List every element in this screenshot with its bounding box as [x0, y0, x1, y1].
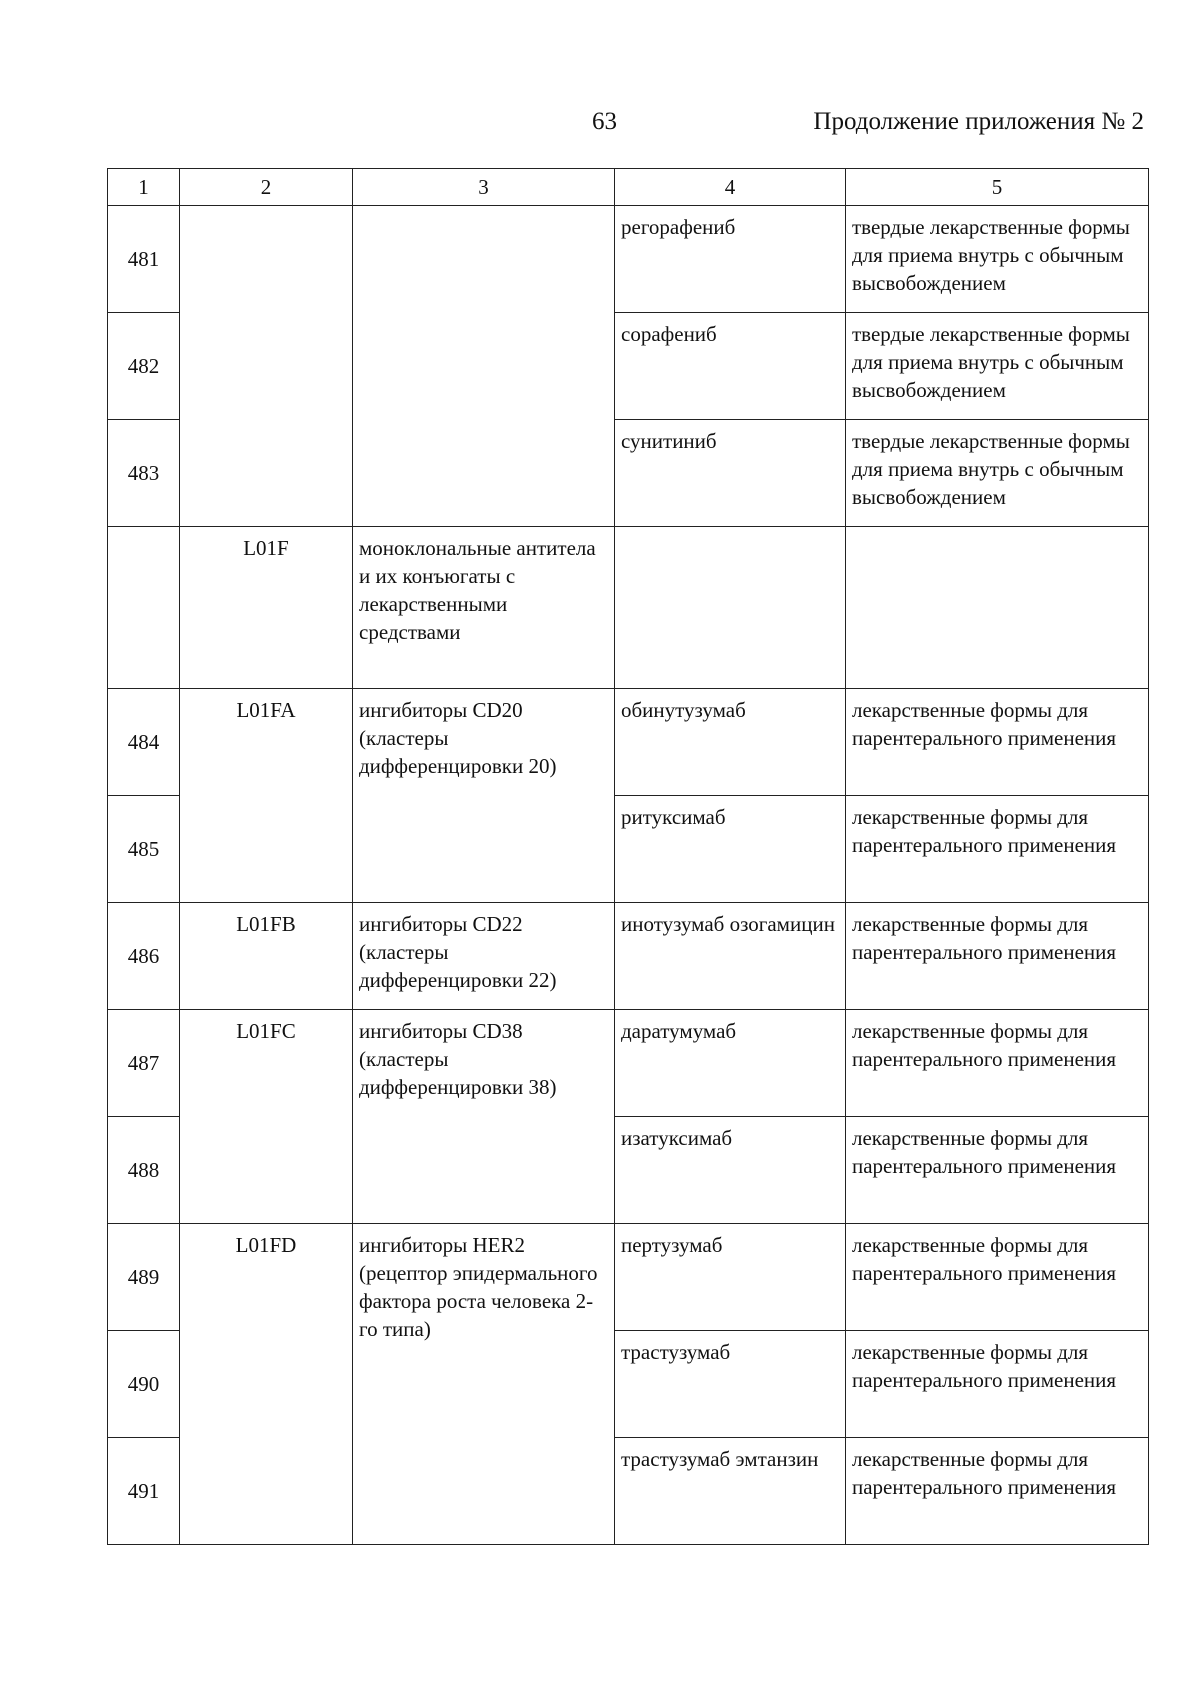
dosage-form: лекарственные формы для парентерального применения	[846, 796, 1149, 903]
dosage-form: твердые лекарственные формы для приема внутрь с обычным высвобождением	[846, 313, 1149, 420]
dosage-form: лекарственные формы для парентерального применения	[846, 1117, 1149, 1224]
row-number: 488	[108, 1117, 180, 1224]
row-number: 481	[108, 206, 180, 313]
column-header: 3	[353, 169, 615, 206]
dosage-form: лекарственные формы для парентерального применения	[846, 903, 1149, 1010]
atc-code: L01FA	[180, 689, 353, 903]
row-number	[108, 527, 180, 689]
drug-name: пертузумаб	[615, 1224, 846, 1331]
dosage-form: лекарственные формы для парентерального применения	[846, 689, 1149, 796]
page-number: 63	[592, 108, 617, 135]
drug-name: обинутузумаб	[615, 689, 846, 796]
row-number: 482	[108, 313, 180, 420]
row-number: 483	[108, 420, 180, 527]
column-header: 2	[180, 169, 353, 206]
atc-group: ингибиторы CD38 (кластеры дифференцировки 38)	[353, 1010, 615, 1224]
drug-name	[615, 527, 846, 689]
atc-group: ингибиторы CD20 (кластеры дифференцировки 20)	[353, 689, 615, 903]
drug-name: ритуксимаб	[615, 796, 846, 903]
group-cell	[353, 206, 615, 527]
table-row	[108, 206, 1149, 313]
drug-name: сунитиниб	[615, 420, 846, 527]
drug-name: инотузумаб озогамицин	[615, 903, 846, 1010]
dosage-form: лекарственные формы для парентерального применения	[846, 1438, 1149, 1545]
column-header: 1	[108, 169, 180, 206]
dosage-form	[846, 527, 1149, 689]
code-cell	[180, 206, 353, 527]
table-row	[108, 1224, 1149, 1331]
drug-name: регорафениб	[615, 206, 846, 313]
drug-name: даратумумаб	[615, 1010, 846, 1117]
atc-code: L01FD	[180, 1224, 353, 1545]
dosage-form: лекарственные формы для парентерального применения	[846, 1331, 1149, 1438]
drug-name: изатуксимаб	[615, 1117, 846, 1224]
row-number: 484	[108, 689, 180, 796]
row-number: 490	[108, 1331, 180, 1438]
medicine-table	[107, 168, 1149, 1545]
table-row	[108, 903, 1149, 1010]
row-number: 486	[108, 903, 180, 1010]
drug-name: сорафениб	[615, 313, 846, 420]
table-row	[108, 1010, 1149, 1117]
atc-code: L01FB	[180, 903, 353, 1010]
dosage-form: твердые лекарственные формы для приема внутрь с обычным высвобождением	[846, 206, 1149, 313]
atc-code: L01FC	[180, 1010, 353, 1224]
atc-group: ингибиторы HER2 (рецептор эпидермального фактора роста человека 2-го типа)	[353, 1224, 615, 1545]
dosage-form: лекарственные формы для парентерального применения	[846, 1224, 1149, 1331]
table-row	[108, 527, 1149, 689]
atc-group: моноклональные антитела и их конъюгаты с лекарственными средствами	[353, 527, 615, 689]
row-number: 487	[108, 1010, 180, 1117]
drug-name: трастузумаб	[615, 1331, 846, 1438]
drug-name: трастузумаб эмтанзин	[615, 1438, 846, 1545]
row-number: 485	[108, 796, 180, 903]
atc-code: L01F	[180, 527, 353, 689]
column-header: 5	[846, 169, 1149, 206]
table-row	[108, 689, 1149, 796]
table-header-row	[108, 169, 1149, 206]
row-number: 491	[108, 1438, 180, 1545]
column-header: 4	[615, 169, 846, 206]
dosage-form: лекарственные формы для парентерального применения	[846, 1010, 1149, 1117]
page-caption: Продолжение приложения № 2	[813, 108, 1144, 135]
atc-group: ингибиторы CD22 (кластеры дифференцировки 22)	[353, 903, 615, 1010]
dosage-form: твердые лекарственные формы для приема внутрь с обычным высвобождением	[846, 420, 1149, 527]
row-number: 489	[108, 1224, 180, 1331]
